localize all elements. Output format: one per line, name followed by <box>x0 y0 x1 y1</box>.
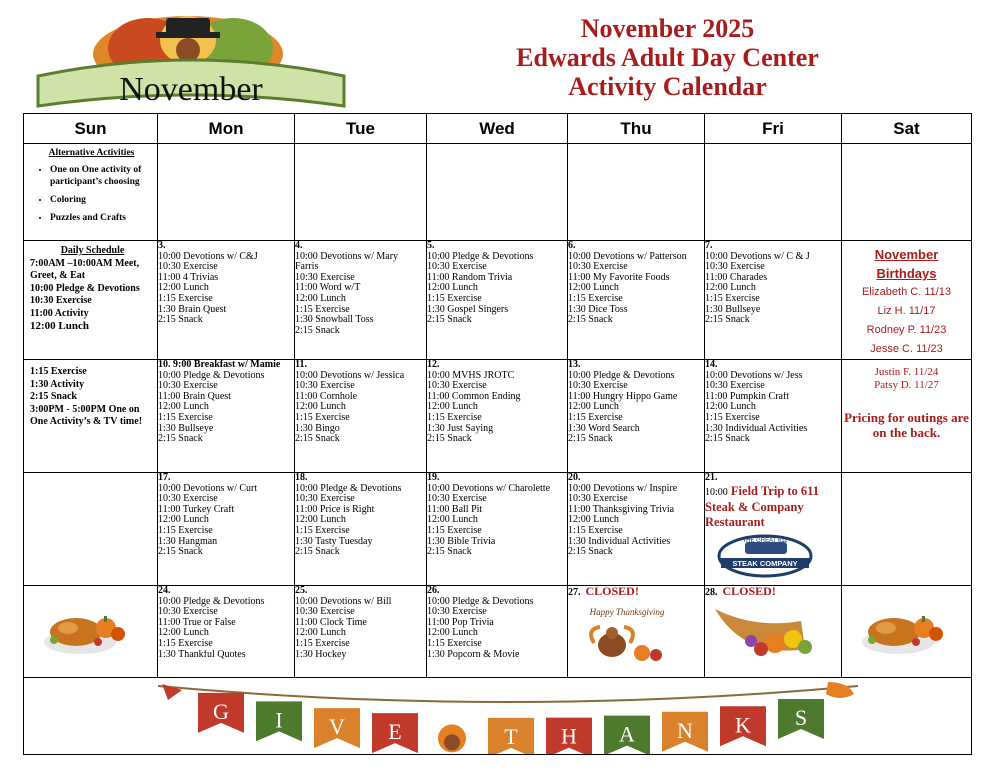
week-row-4 <box>24 586 972 678</box>
trip-time: 10:00 <box>705 486 728 498</box>
activity-line: 2:15 Snack <box>158 434 203 445</box>
activity-line: 11:00 Brain Quest <box>158 391 231 402</box>
activity-line: 1:30 Just Saying <box>427 423 494 434</box>
activity-line: 11:00 My Favorite Foods <box>568 272 670 283</box>
activity-line: 10:30 Exercise <box>568 262 628 273</box>
activity-line: 2:15 Snack <box>705 315 750 326</box>
activity-line: 10:00 Devotions w/ C&J <box>158 251 258 262</box>
weekday-sun: Sun <box>24 114 158 144</box>
activity-line: 1:15 Exercise <box>295 525 350 536</box>
activity-line: 12:00 Lunch <box>158 402 209 413</box>
day-cell-20 <box>568 473 705 586</box>
birthday-entry: Rodney P. 11/23 <box>866 324 947 336</box>
activity-line: 10:00 Devotions w/ Mary <box>295 251 399 262</box>
day-cell-24 <box>158 586 295 678</box>
activity-line: 1:30 Hockey <box>295 649 347 660</box>
empty-day-cell <box>705 144 842 241</box>
banner-flag <box>662 712 708 752</box>
activity-line: 1:30 Thankful Quotes <box>158 649 246 660</box>
banner-letter: G <box>213 698 229 724</box>
turkey-dinner-icon <box>842 586 972 672</box>
title-activity: Activity Calendar <box>568 72 767 101</box>
day-number: 3. <box>158 240 166 251</box>
activity-line: 1:30 Bingo <box>295 423 340 434</box>
banner-flag <box>720 706 766 746</box>
schedule-line: 1:15 Exercise <box>30 366 87 377</box>
activity-line: 1:15 Exercise <box>427 525 482 536</box>
day-number: 4. <box>295 240 303 251</box>
day-cell-3 <box>158 241 295 360</box>
activity-line: 10:00 Devotions w/ Jessica <box>295 370 405 381</box>
activity-line: 1:30 Dice Toss <box>568 304 628 315</box>
banner-flag <box>604 716 650 754</box>
activity-line: 10:30 Exercise <box>158 494 218 505</box>
day-cell-18 <box>295 473 427 586</box>
activity-line: 11:00 True or False <box>158 617 236 628</box>
activity-line: 1:30 Brain Quest <box>158 304 227 315</box>
alternative-item: • One on One activity of participant’s choosing <box>50 164 153 188</box>
activity-line: 10:30 Exercise <box>568 494 628 505</box>
activity-line: 11:00 Thanksgiving Trivia <box>568 504 675 515</box>
birthdays-heading-month: November <box>874 247 939 262</box>
day-number: 19. <box>427 472 440 483</box>
alternative-item: • Puzzles and Crafts <box>50 212 153 224</box>
day-cell-10 <box>158 360 295 473</box>
weekday-tue: Tue <box>295 114 427 144</box>
alternative-item: • Coloring <box>50 194 153 206</box>
schedule-line: 10:00 Pledge & Devotions <box>30 282 140 294</box>
daily-schedule-cont-cell <box>24 360 158 473</box>
day-number: 18. <box>295 472 308 483</box>
activity-line: 10:30 Exercise <box>158 381 218 392</box>
activity-line: 12:00 Lunch <box>427 283 478 294</box>
activity-line: 1:15 Exercise <box>568 293 623 304</box>
calendar-title <box>480 14 855 101</box>
banner-flag <box>778 699 824 739</box>
week-row-2 <box>24 360 972 473</box>
turkey-art-cell <box>24 586 158 678</box>
schedule-line: 1:30 Activity <box>30 378 85 390</box>
activity-line: 1:15 Exercise <box>427 293 482 304</box>
empty-day-cell <box>568 144 705 241</box>
banner-letter: H <box>561 723 577 749</box>
schedule-line: 10:30 Exercise <box>30 295 92 306</box>
activity-line: 12:00 Lunch <box>158 515 209 526</box>
schedule-line: 2:15 Snack <box>30 391 77 402</box>
banner-letter: K <box>735 712 751 738</box>
turkey-dinner-icon <box>24 586 154 672</box>
activity-line: 12:00 Lunch <box>158 283 209 294</box>
day-cell-6 <box>568 241 705 360</box>
activity-line: 1:15 Exercise <box>568 412 623 423</box>
day-number: 21. <box>705 472 718 483</box>
banner-letter: E <box>388 719 402 745</box>
weekday-wed: Wed <box>427 114 568 144</box>
activity-line: 10:30 Exercise <box>158 607 218 618</box>
activity-line: 10:30 Exercise <box>705 381 765 392</box>
activity-line: 11:00 Word w/T <box>295 283 361 294</box>
activity-line: 1:30 Snowball Toss <box>295 315 374 326</box>
activity-line: 1:15 Exercise <box>295 638 350 649</box>
birthday-entry: Elizabeth C. 11/13 <box>861 286 952 298</box>
week-row-3 <box>24 473 972 586</box>
birthday-entry: Liz H. 11/17 <box>877 305 936 317</box>
activity-line: 10:30 Exercise <box>295 494 355 505</box>
birthdays-cell <box>842 241 972 360</box>
banner-flag <box>546 718 592 754</box>
november-turkey-logo <box>28 14 354 110</box>
banner-flag <box>372 713 418 753</box>
pricing-note: Pricing for outings are on the back. <box>844 410 969 440</box>
activity-line: 2:15 Snack <box>427 434 472 445</box>
weekday-header-row <box>24 114 972 144</box>
calendar-grid <box>23 113 972 755</box>
activity-line: 10:00 Devotions w/ C & J <box>705 251 810 262</box>
empty-day-cell <box>842 144 972 241</box>
activity-line: 12:00 Lunch <box>295 293 346 304</box>
activity-line: 11:00 Clock Time <box>295 617 367 628</box>
activity-line: 10:30 Exercise <box>568 381 628 392</box>
day-cell-4 <box>295 241 427 360</box>
birthday-entry: Jesse C. 11/23 <box>870 343 943 355</box>
activity-line: 2:15 Snack <box>427 547 472 558</box>
day-number: 10. 9:00 Breakfast w/ Mamie <box>158 359 281 370</box>
activity-line: 12:00 Lunch <box>427 628 478 639</box>
weekday-mon: Mon <box>158 114 295 144</box>
activity-line: 12:00 Lunch <box>427 402 478 413</box>
give-thanks-banner <box>158 678 858 754</box>
empty-day-cell <box>295 144 427 241</box>
activity-line: 10:30 Exercise <box>427 494 487 505</box>
day-cell-5 <box>427 241 568 360</box>
activity-line: 1:30 Individual Activities <box>705 423 808 434</box>
week-row-1 <box>24 241 972 360</box>
birthday-entry: Patsy D. 11/27 <box>874 379 939 391</box>
activity-line: 10:30 Exercise <box>158 262 218 273</box>
activity-line: 11:00 4 Trivias <box>158 272 219 283</box>
activity-line: 11:00 Hungry Hippo Game <box>568 391 678 402</box>
day-cell-25 <box>295 586 427 678</box>
schedule-line: 11:00 Activity <box>30 307 89 319</box>
activity-line: 10:00 Devotions w/ Jess <box>705 370 803 381</box>
empty-day-cell <box>158 144 295 241</box>
banner-letter: N <box>677 717 693 743</box>
activity-line: 2:15 Snack <box>295 434 340 445</box>
activity-line: 12:00 Lunch <box>568 283 619 294</box>
daily-schedule-cell <box>24 241 158 360</box>
svg-text:THE GREAT 611: THE GREAT 611 <box>742 537 788 544</box>
activity-line: 12:00 Lunch <box>295 628 346 639</box>
activity-line: 1:15 Exercise <box>158 638 213 649</box>
activity-line: 10:00 MVHS JROTC <box>427 370 515 381</box>
banner-flag <box>256 701 302 741</box>
activity-line: 11:00 Cornhole <box>295 391 358 402</box>
day-number: 7. <box>705 240 713 251</box>
activity-line: 11:00 Pumpkin Craft <box>705 391 790 402</box>
activity-line: 11:00 Common Ending <box>427 391 521 402</box>
svg-text:November: November <box>119 71 263 108</box>
field-trip-text: Field Trip to 611 Steak & Company Restaurant <box>705 483 819 529</box>
activity-line: 11:00 Charades <box>705 272 768 283</box>
activity-line: 2:15 Snack <box>568 315 613 326</box>
empty-day-cell <box>24 473 158 586</box>
weekday-fri: Fri <box>705 114 842 144</box>
steak-company-logo <box>715 532 815 580</box>
day-cell-27 <box>568 586 705 678</box>
activity-line: 10:30 Exercise <box>295 272 355 283</box>
day-cell-28 <box>705 586 842 678</box>
activity-line: 1:15 Exercise <box>705 412 760 423</box>
activity-line: 2:15 Snack <box>158 315 203 326</box>
day-number: 14. <box>705 359 718 370</box>
activity-line: 12:00 Lunch <box>295 402 346 413</box>
activity-line: Farris <box>295 262 319 273</box>
day-number: 17. <box>158 472 171 483</box>
activity-line: 2:15 Snack <box>158 547 203 558</box>
activity-line: 10:30 Exercise <box>427 381 487 392</box>
banner-letter: I <box>275 707 283 733</box>
day-cell-11 <box>295 360 427 473</box>
turkey-art-cell <box>842 586 972 678</box>
day-number: 6. <box>568 240 576 251</box>
day-cell-26 <box>427 586 568 678</box>
activity-line: 11:00 Ball Pit <box>427 504 483 515</box>
activity-line: 10:30 Exercise <box>427 607 487 618</box>
closed-label: CLOSED! <box>585 584 639 598</box>
activity-line: 1:30 Bible Trivia <box>427 536 496 547</box>
day-number: 28. <box>705 587 718 598</box>
activity-line: 11:00 Pop Trivia <box>427 617 494 628</box>
week-row-0 <box>24 144 972 241</box>
activity-line: 12:00 Lunch <box>705 402 756 413</box>
activity-line: 11:00 Random Trivia <box>427 272 513 283</box>
activity-line: 10:30 Exercise <box>705 262 765 273</box>
activity-line: 10:30 Exercise <box>295 607 355 618</box>
day-number: 20. <box>568 472 581 483</box>
activity-line: 2:15 Snack <box>427 315 472 326</box>
activity-line: 1:15 Exercise <box>295 304 350 315</box>
activity-line: 10:30 Exercise <box>427 262 487 273</box>
calendar-header <box>0 0 1000 114</box>
day-number: 12. <box>427 359 440 370</box>
turkey-icon <box>438 724 466 752</box>
svg-text:Happy Thanksgiving: Happy Thanksgiving <box>589 606 665 617</box>
svg-text:STEAK COMPANY: STEAK COMPANY <box>732 558 798 568</box>
birthdays-heading-label: Birthdays <box>876 266 937 281</box>
activity-line: 2:15 Snack <box>295 325 340 336</box>
day-cell-12 <box>427 360 568 473</box>
activity-line: 10:00 Pledge & Devotions <box>158 596 265 607</box>
activity-line: 10:00 Pledge & Devotions <box>568 370 675 381</box>
title-center: Edwards Adult Day Center <box>516 43 819 72</box>
activity-line: 2:15 Snack <box>295 547 340 558</box>
banner-letter: V <box>329 714 345 740</box>
activity-line: 1:15 Exercise <box>427 638 482 649</box>
activity-line: 11:00 Turkey Craft <box>158 504 235 515</box>
banner-flag <box>198 693 244 733</box>
activity-line: 10:00 Pledge & Devotions <box>295 483 402 494</box>
activity-line: 1:15 Exercise <box>568 525 623 536</box>
activity-line: 12:00 Lunch <box>295 515 346 526</box>
activity-line: 1:15 Exercise <box>295 412 350 423</box>
activity-line: 1:30 Word Search <box>568 423 640 434</box>
activity-line: 10:00 Devotions w/ Curt <box>158 483 258 494</box>
activity-line: 11:00 Price is Right <box>295 504 375 515</box>
day-cell-7 <box>705 241 842 360</box>
weekday-sat: Sat <box>842 114 972 144</box>
cornucopia-icon <box>705 599 825 665</box>
activity-line: 12:00 Lunch <box>705 283 756 294</box>
day-number: 11. <box>295 359 307 370</box>
day-number: 24. <box>158 585 171 596</box>
activity-line: 10:00 Devotions w/ Inspire <box>568 483 678 494</box>
schedule-line: 3:00PM - 5:00PM One on One Activity’s & TV time! <box>30 403 143 427</box>
activity-line: 12:00 Lunch <box>158 628 209 639</box>
activity-line: 2:15 Snack <box>568 434 613 445</box>
day-cell-21 <box>705 473 842 586</box>
activity-line: 1:30 Bullseye <box>158 423 214 434</box>
banner-letter: S <box>794 704 808 730</box>
activity-line: 12:00 Lunch <box>568 515 619 526</box>
activity-line: 10:30 Exercise <box>295 381 355 392</box>
activity-line: 10:00 Pledge & Devotions <box>427 251 534 262</box>
activity-line: 12:00 Lunch <box>568 402 619 413</box>
schedule-line: 12:00 Lunch <box>30 320 89 332</box>
closed-label: CLOSED! <box>722 584 776 598</box>
activity-line: 2:15 Snack <box>568 547 613 558</box>
day-number: 13. <box>568 359 581 370</box>
activity-line: 10:00 Pledge & Devotions <box>158 370 265 381</box>
schedule-line: 7:00AM –10:00AM Meet, Greet, & Eat <box>30 257 140 281</box>
title-month: November 2025 <box>580 14 755 43</box>
empty-day-cell <box>842 473 972 586</box>
day-cell-17 <box>158 473 295 586</box>
activity-line: 1:15 Exercise <box>158 412 213 423</box>
banner-flag <box>314 708 360 748</box>
birthday-entry: Justin F. 11/24 <box>874 366 939 378</box>
activity-line: 12:00 Lunch <box>427 515 478 526</box>
empty-day-cell <box>427 144 568 241</box>
day-cell-19 <box>427 473 568 586</box>
activity-line: 1:30 Gospel Singers <box>427 304 509 315</box>
activity-line: 2:15 Snack <box>705 434 750 445</box>
activity-line: 1:15 Exercise <box>705 293 760 304</box>
activity-line: 1:15 Exercise <box>158 293 213 304</box>
banner-flag <box>488 718 534 754</box>
activity-line: 1:15 Exercise <box>158 525 213 536</box>
day-cell-14 <box>705 360 842 473</box>
weekday-thu: Thu <box>568 114 705 144</box>
activity-line: 1:30 Individual Activities <box>568 536 671 547</box>
daily-schedule-heading: Daily Schedule <box>60 245 125 256</box>
happy-thanksgiving-art <box>572 599 682 667</box>
banner-row <box>24 678 972 755</box>
activity-line: 1:30 Tasty Tuesday <box>295 536 373 547</box>
activity-line: 10:00 Devotions w/ Charolette <box>427 483 551 494</box>
activity-line: 1:30 Bullseye <box>705 304 761 315</box>
banner-letter: A <box>619 721 635 747</box>
day-number: 5. <box>427 240 435 251</box>
alternative-activities-cell <box>24 144 158 241</box>
day-number: 27. <box>568 587 581 598</box>
day-number: 26. <box>427 585 440 596</box>
day-number: 25. <box>295 585 308 596</box>
activity-line: 10:00 Devotions w/ Bill <box>295 596 392 607</box>
day-cell-13 <box>568 360 705 473</box>
birthdays-cont-cell <box>842 360 972 473</box>
activity-line: 1:30 Hangman <box>158 536 218 547</box>
activity-line: 10:00 Devotions w/ Patterson <box>568 251 687 262</box>
banner-cell <box>24 678 972 755</box>
banner-letter: T <box>504 723 518 749</box>
activity-line: 1:15 Exercise <box>427 412 482 423</box>
alternative-heading: Alternative Activities <box>48 148 135 158</box>
activity-line: 1:30 Popcorn & Movie <box>427 649 520 660</box>
activity-line: 10:00 Pledge & Devotions <box>427 596 534 607</box>
